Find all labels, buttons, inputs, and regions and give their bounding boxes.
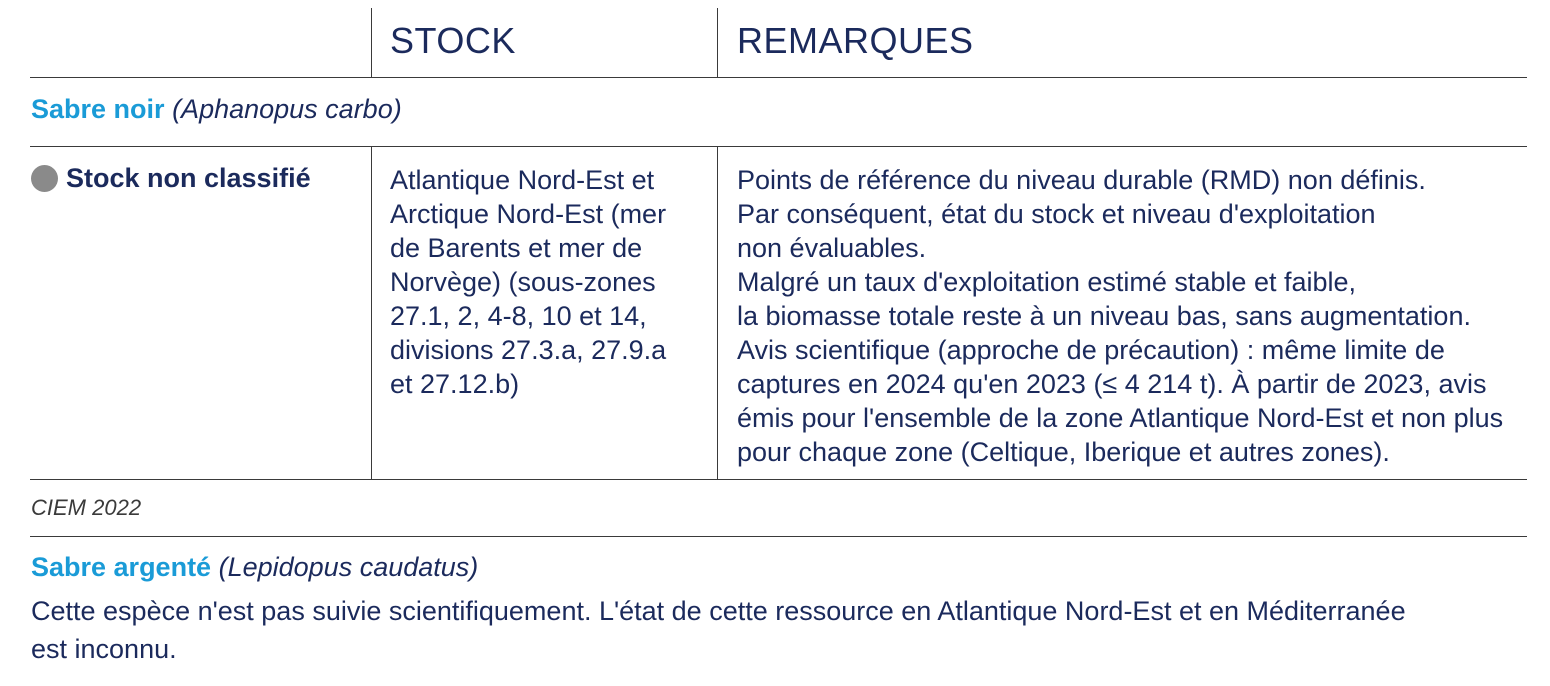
- description-line: Cette espèce n'est pas suivie scientifiquement. L'état de cette ressource en Atlantique Nord-Est et en Méditerranée: [31, 596, 1406, 626]
- stock-line: Atlantique Nord-Est et: [390, 165, 655, 195]
- remark-line: captures en 2024 qu'en 2023 (≤ 4 214 t). À partir de 2023, avis: [737, 369, 1487, 399]
- species-description: [31, 592, 1406, 668]
- row-divider-1: [371, 146, 372, 479]
- stock-line: 27.1, 2, 4-8, 10 et 14,: [390, 301, 647, 331]
- stock-line: et 27.12.b): [390, 369, 520, 399]
- section-rule: [30, 536, 1527, 537]
- remark-line: pour chaque zone (Celtique, Iberique et autres zones).: [737, 437, 1390, 467]
- remark-line: non évaluables.: [737, 233, 927, 263]
- header-rule: [30, 77, 1527, 78]
- source-note: CIEM 2022: [31, 495, 142, 520]
- remark-line: Malgré un taux d'exploitation estimé stable et faible,: [737, 267, 1357, 297]
- species-common-name: Sabre argenté: [31, 552, 212, 582]
- stock-line: de Barents et mer de: [390, 233, 643, 263]
- status-dot-icon: [31, 165, 58, 192]
- header-stock: STOCK: [390, 20, 516, 61]
- row-top-rule: [30, 146, 1527, 147]
- remark-line: la biomasse totale reste à un niveau bas, sans augmentation.: [737, 301, 1471, 331]
- description-line: est inconnu.: [31, 634, 177, 664]
- stock-cell: [390, 163, 666, 401]
- species-latin-name: (Lepidopus caudatus): [218, 552, 479, 582]
- status-label: Stock non classifié: [66, 163, 311, 193]
- stock-line: divisions 27.3.a, 27.9.a: [390, 335, 667, 365]
- row-bottom-rule: [30, 479, 1527, 480]
- remark-line: Points de référence du niveau durable (RMD) non définis.: [737, 165, 1426, 195]
- species-common-name: Sabre noir: [31, 94, 165, 124]
- stock-line: Norvège) (sous-zones: [390, 267, 656, 297]
- header-divider-2: [717, 8, 718, 77]
- species-title-sabre-noir: [31, 94, 402, 125]
- species-latin-name: (Aphanopus carbo): [172, 94, 402, 124]
- stock-line: Arctique Nord-Est (mer: [390, 199, 667, 229]
- remarks-cell: [737, 163, 1503, 469]
- remark-line: Avis scientifique (approche de précaution) : même limite de: [737, 335, 1445, 365]
- header-divider-1: [371, 8, 372, 77]
- header-remarques: REMARQUES: [737, 20, 974, 61]
- stock-status: [31, 163, 311, 194]
- row-divider-2: [717, 146, 718, 479]
- remark-line: Par conséquent, état du stock et niveau d'exploitation: [737, 199, 1376, 229]
- remark-line: émis pour l'ensemble de la zone Atlantique Nord-Est et non plus: [737, 403, 1504, 433]
- species-title-sabre-argente: [31, 552, 478, 583]
